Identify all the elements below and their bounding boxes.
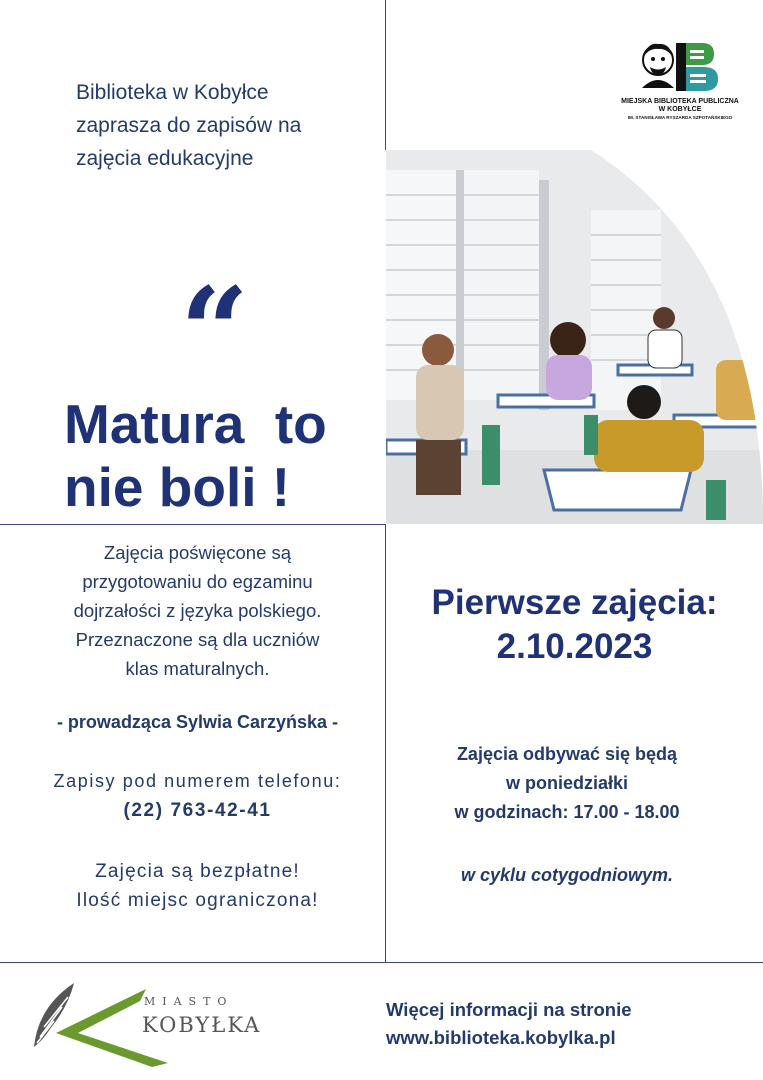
horizontal-divider-middle: [0, 524, 386, 525]
vertical-divider-bottom: [385, 524, 386, 962]
intro-line: zaprasza do zapisów na: [76, 114, 302, 137]
city-logo: [28, 977, 288, 1069]
schedule-line: w godzinach: 17.00 - 18.00: [454, 802, 680, 822]
free-line: Ilość miejsc ograniczona!: [76, 890, 319, 911]
description-line: klas maturalnych.: [125, 658, 270, 679]
cycle-note: w cyklu cotygodniowym.: [460, 865, 674, 885]
more-info: [386, 996, 756, 1052]
horizontal-divider-footer: [0, 962, 763, 963]
classroom-illustration: [386, 150, 763, 524]
description-line: Zajęcia poświęcone są: [103, 542, 292, 563]
description-line: Przeznaczone są dla uczniów: [75, 629, 320, 650]
city-logo-top: MIASTO: [144, 995, 234, 1008]
intro-line: Biblioteka w Kobyłce: [76, 81, 269, 104]
free-line: Zajęcia są bezpłatne!: [95, 861, 300, 882]
library-subtitle: IM. STANISŁAWA RYSZARDA SZPOTAŃSKIEGO: [627, 115, 733, 120]
phone-number: (22) 763-42-41: [123, 800, 272, 821]
first-class-date: 2.10.2023: [496, 627, 653, 666]
intro-text: [76, 76, 376, 175]
city-logo-bottom: KOBYŁKA: [142, 1013, 262, 1037]
classroom-photo: [386, 150, 763, 524]
schedule-line: Zajęcia odbywać się będą: [456, 744, 678, 764]
main-title: [64, 393, 394, 519]
course-leader: - prowadząca Sylwia Carzyńska -: [56, 712, 339, 732]
title-line: nie boli !: [64, 456, 291, 518]
website-link[interactable]: www.biblioteka.kobylka.pl: [386, 1027, 616, 1048]
schedule-line: w poniedziałki: [505, 773, 629, 793]
library-name: MIEJSKA BIBLIOTEKA PUBLICZNA W KOBYŁCE: [621, 98, 739, 113]
quote-mark-icon: “: [180, 261, 250, 402]
description-line: przygotowaniu do egzaminu: [82, 571, 313, 592]
more-info-text: Więcej informacji na stronie: [386, 999, 632, 1020]
schedule: [392, 740, 742, 827]
vertical-divider-top: [385, 0, 386, 150]
library-logo-icon: [630, 38, 730, 98]
first-class-label: Pierwsze zajęcia:: [431, 583, 718, 622]
course-description: [20, 538, 375, 683]
intro-line: zajęcia edukacyjne: [76, 147, 254, 170]
phone-label: Zapisy pod numerem telefonu:: [53, 771, 342, 791]
first-class: [392, 581, 757, 669]
title-line: Matura to: [64, 393, 327, 455]
free-notice: [20, 857, 375, 915]
description-line: dojrzałości z języka polskiego.: [73, 600, 322, 621]
